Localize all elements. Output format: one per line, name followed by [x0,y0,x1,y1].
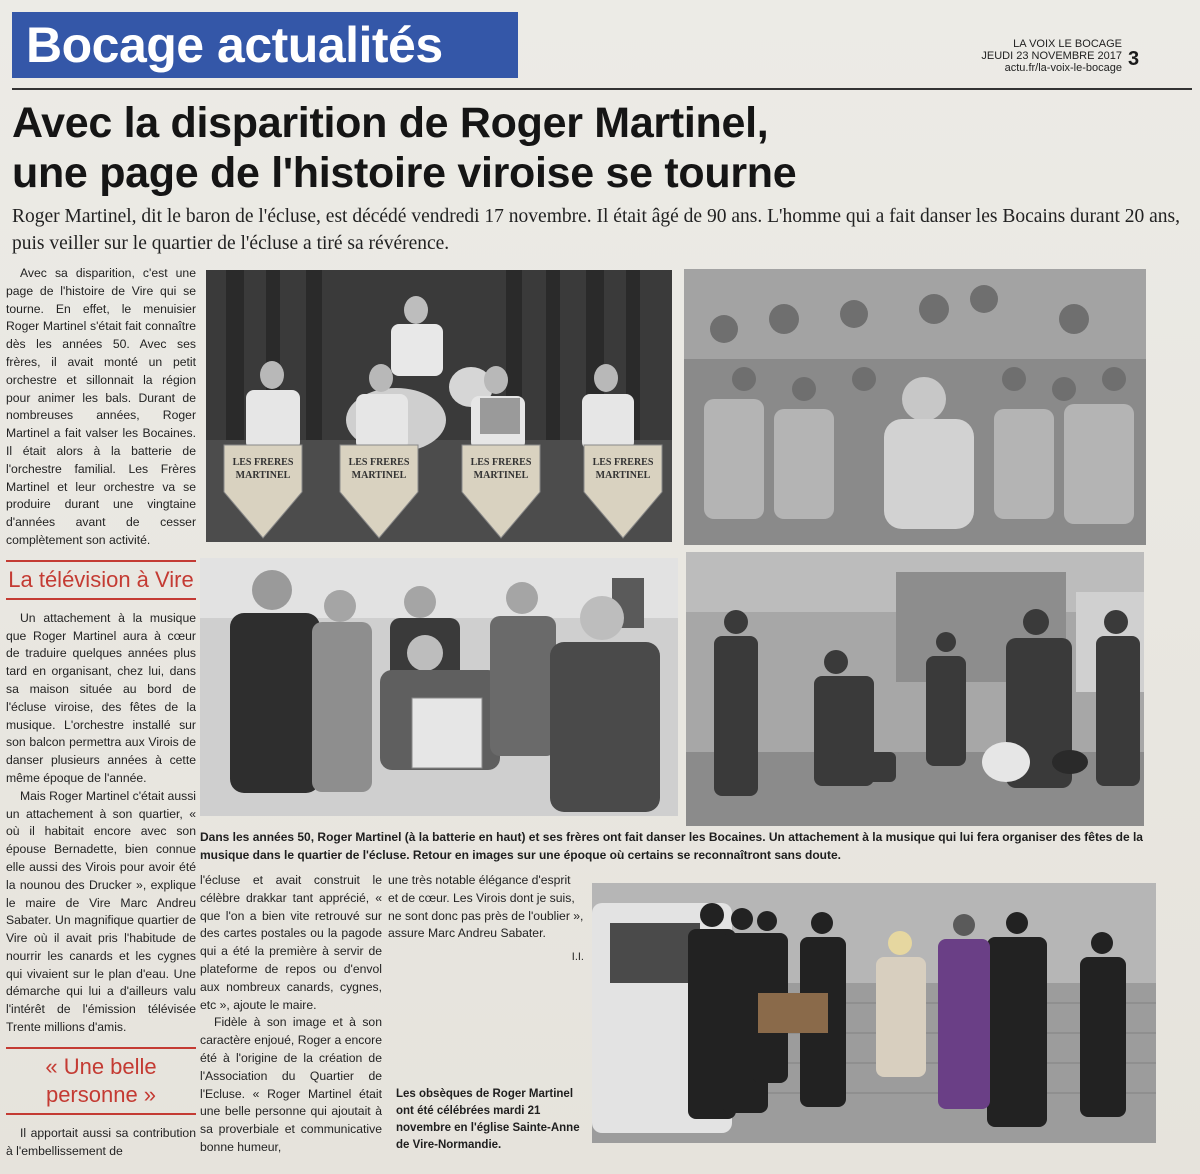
section-banner: Bocage actualités [12,12,518,78]
paragraph-music: Un attachement à la musique que Roger Martinel aura à cœur de traduire quelques années plus tard en organisant, chez lui, dans sa maison située au bord de l'écluse viroise, des fêtes de la musique. L'orchestre installé sur son balcon permettra aux Virois de danser plusieurs années à cette même époque de l'année. [6,610,196,785]
article-standfirst: Roger Martinel, dit le baron de l'écluse, est décédé vendredi 17 novembre. Il était âgé de 90 ans. L'homme qui a fait danser les Bocains durant 20 ans, puis veiller sur le quartier de l'écluse a tiré sa révérence. [12,206,1180,254]
header-rule [12,88,1192,90]
article-column-1 [6,265,196,1160]
page-number: 3 [1128,48,1140,70]
paragraph-drakkar: l'écluse et avait construit le célèbre drakkar tant apprécié, « que l'on a bien vite retrouvé sur des cartes postales ou la pagode qui a été la première à servir de plateforme de repos ou d'envol aux nombreux canards, cygnes, etc », ajoute le maire. [200,873,382,1012]
drum-label-2b: MARTINEL [351,470,407,481]
article-column-2 [200,872,382,1157]
photo-funeral-ceremony [592,883,1156,1143]
publication-name: LA VOIX LE BOCAGE [1013,38,1122,50]
drum-label-4: LES FRERES [592,457,654,468]
subhead-television: La télévision à Vire [6,560,196,600]
paragraph-association: Fidèle à son image et à son caractère enjoué, Roger a encore été à l'origine de la création de l'Association du Quartier de l'Ecluse. « Roger Martinel était une belle personne qui ajoutait à sa proverbiale et communicative bonne humeur, [200,1015,382,1154]
caption-funeral: Les obsèques de Roger Martinel ont été célébrées mardi 21 novembre en l'église Sainte-Anne de Vire-Normandie. [396,1088,580,1151]
article-column-3 [388,872,584,967]
subhead-belle-personne: « Une belle personne » [6,1047,196,1115]
paragraph-intro: Avec sa disparition, c'est une page de l'histoire de Vire qui se tourne. En effet, le menuisier Roger Martinel s'était fait connaître dès les années 50. Avec ses frères, il avait monté un petit orchestre et sillonnait la région pour animer les bals. Durant de nombreuses années, Roger Martinel a fait valser les Bocaines. Il était alors à la batterie de l'orchestre familial. Les Frères Martinel et leur orchestre va se produire durant une vingtaine d'années avant de cesser complètement son activité. [6,266,196,547]
paragraph-quote-end: une très notable élégance d'esprit et de cœur. Les Virois dont je suis, ne sont donc pas près de l'oublier », assure Marc Andreu Sabater. [388,873,584,941]
author-signature: I.I. [571,951,584,964]
paragraph-quarter: Mais Roger Martinel c'était aussi un attachement à son quartier, « où il habitait encore avec son épouse Bernadette, bien connue elle aussi des Virois pour avoir été la nounou des Drucker », explique le maire de Vire Marc Andreu Sabater. Un magnifique quartier de Vire où il avait pris l'habitude de nourrir les canards et les cygnes qui vivaient sur le plan d'eau. Une démarche qui lui a d'ailleurs valu l'intérêt de l'émission télévisée Trente millions d'amis. [6,788,196,1035]
publication-date: JEUDI 23 NOVEMBRE 2017 [981,50,1122,62]
drum-label-3: LES FRERES [470,457,532,468]
photo-children-gathering [684,269,1146,545]
drum-label-2: LES FRERES [348,457,410,468]
headline-line-1: Avec la disparition de Roger Martinel, [12,99,769,147]
caption-main: Dans les années 50, Roger Martinel (à la batterie en haut) et ses frères ont fait danser les Bocaines. Un attachement à la musique qui lui fera organiser des fêtes de la musique dans le quartier de l'écluse. Retour en images sur une époque où certains se reconnaîtront sans doute. [200,830,1143,862]
publication-url: actu.fr/la-voix-le-bocage [1004,62,1122,74]
drum-label-1b: MARTINEL [235,470,291,481]
drum-label-1: LES FRERES [232,457,294,468]
drum-label-4b: MARTINEL [595,470,651,481]
article-headline [12,98,1182,198]
photo-television-filming [686,552,1144,826]
photo-martinel-brothers-band [206,270,672,542]
photo-group-with-accordion [200,558,678,816]
drum-label-3b: MARTINEL [473,470,529,481]
headline-line-2: une page de l'histoire viroise se tourne [12,149,797,197]
publication-info [981,38,1122,74]
paragraph-contribution: Il apportait aussi sa contribution à l'embellissement de [6,1125,196,1158]
